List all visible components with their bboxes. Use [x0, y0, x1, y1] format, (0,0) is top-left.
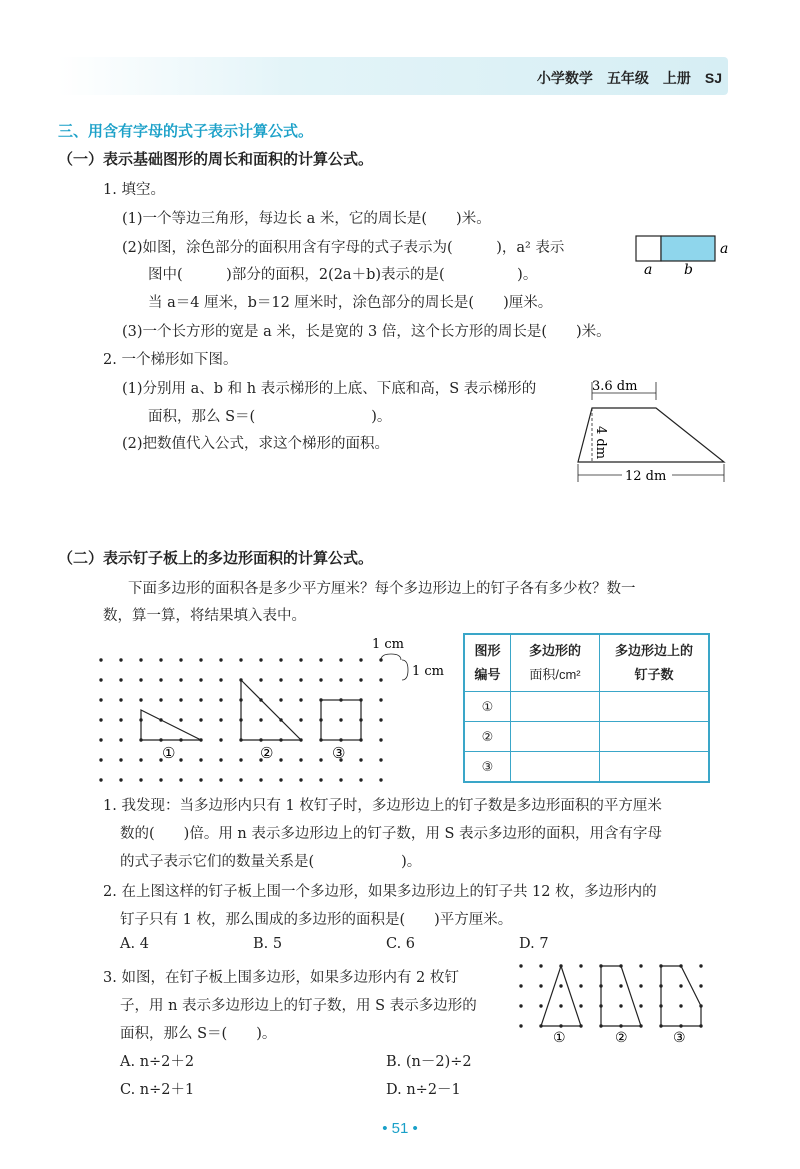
nail-dot [539, 964, 542, 967]
table-row: ③ [464, 752, 709, 783]
nail-dot [119, 658, 122, 661]
nail-dot [219, 698, 222, 701]
q3-shape-3-label: ③ [673, 1030, 686, 1046]
p2-q1c: 的式子表示它们的数量关系是( )。 [120, 854, 422, 870]
nail-dot [279, 698, 282, 701]
q1-s2c: 当 a＝4 厘米，b＝12 厘米时，涂色部分的周长是( )厘米。 [148, 295, 553, 311]
nail-dot [299, 678, 302, 681]
geoboard-figure [96, 630, 456, 790]
nail-dot [299, 718, 302, 721]
nail-dot [679, 984, 682, 987]
q3-geoboard-figure [515, 958, 730, 1048]
nail-dot [239, 658, 242, 661]
p2-q1b: 数的( )倍。用 n 表示多边形边上的钉子数，用 S 表示多边形的面积，用含有字母 [120, 826, 663, 842]
nail-dot [339, 718, 342, 721]
table-header-id: 图形 编号 [464, 634, 511, 692]
nail-dot [639, 1004, 642, 1007]
nail-dot [319, 678, 322, 681]
p2-q3a: 3. 如图，在钉子板上围多边形，如果多边形内有 2 枚钉 [103, 970, 459, 986]
nail-dot [539, 984, 542, 987]
nail-dot [379, 698, 382, 701]
nail-dot [359, 758, 362, 761]
nail-dot [199, 758, 202, 761]
nail-dot [639, 964, 642, 967]
nail-dot [319, 778, 322, 781]
q2-label: 2. 一个梯形如下图。 [103, 352, 238, 368]
area-cell-1[interactable] [511, 692, 600, 722]
nails-cell-2[interactable] [600, 722, 710, 752]
p2-q3-option-d[interactable]: D. n÷2－1 [386, 1082, 461, 1098]
part2-title: （二）表示钉子板上的多边形面积的计算公式。 [58, 550, 374, 567]
nail-dot [139, 658, 142, 661]
area-cell-3[interactable] [511, 752, 600, 783]
nail-dot [239, 778, 242, 781]
nail-dot [159, 658, 162, 661]
q3-shape-1-label: ① [553, 1030, 566, 1046]
unit-h-label: 1 cm [372, 637, 405, 652]
p2-q2-option-b[interactable]: B. 5 [253, 936, 283, 952]
q2-s1b: 面积，那么 S＝( )。 [148, 409, 392, 425]
nail-dot [99, 758, 102, 761]
nail-dot [139, 678, 142, 681]
trapezoid-figure [570, 374, 735, 486]
q3-shape-1 [541, 966, 581, 1026]
q3-geoboard-dots [519, 964, 702, 1027]
nail-dot [119, 698, 122, 701]
nail-dot [359, 658, 362, 661]
nail-dot [99, 698, 102, 701]
nail-dot [339, 658, 342, 661]
nail-dot [179, 678, 182, 681]
part2-intro2: 数，算一算，将结果填入表中。 [103, 608, 306, 624]
q2-s2: (2)把数值代入公式，求这个梯形的面积。 [122, 436, 390, 452]
fig-a-right: a [720, 241, 729, 257]
nail-dot [99, 718, 102, 721]
bottom-label: 12 dm [625, 469, 667, 484]
table-row: ② [464, 722, 709, 752]
q1-s2a: (2)如图，涂色部分的面积用含有字母的式子表示为( )，a² 表示 [122, 240, 565, 256]
p2-q2-option-c[interactable]: C. 6 [386, 936, 416, 952]
top-label: 3.6 dm [592, 379, 638, 394]
nail-dot [579, 964, 582, 967]
nail-dot [579, 1004, 582, 1007]
q1-label: 1. 填空。 [103, 182, 165, 198]
nail-dot [219, 678, 222, 681]
table-header-area: 多边形的 面积/cm² [511, 634, 600, 692]
height-label: 4 dm [593, 426, 608, 460]
nail-dot [119, 738, 122, 741]
nail-dot [199, 698, 202, 701]
nail-dot [299, 658, 302, 661]
nail-dot [99, 678, 102, 681]
nail-dot [259, 778, 262, 781]
nail-dot [259, 658, 262, 661]
nail-dot [139, 698, 142, 701]
unit-v-label: 1 cm [412, 664, 445, 679]
shape-1-triangle [141, 710, 201, 740]
nail-dot [99, 658, 102, 661]
nail-dot [199, 778, 202, 781]
nail-dot [519, 984, 522, 987]
nail-dot [159, 778, 162, 781]
p2-q2a: 2. 在上图这样的钉子板上围一个多边形，如果多边形边上的钉子共 12 枚，多边形内的 [103, 884, 657, 900]
p2-q3c: 面积，那么 S＝( )。 [120, 1026, 277, 1042]
nail-dot [259, 678, 262, 681]
nail-dot [339, 678, 342, 681]
part2-intro1: 下面多边形的面积各是多少平方厘米？每个多边形边上的钉子各有多少枚？数一 [128, 581, 636, 597]
nail-dot [299, 698, 302, 701]
nail-dot [519, 1004, 522, 1007]
p2-q2b: 钉子只有 1 枚，那么围成的多边形的面积是( )平方厘米。 [120, 912, 513, 928]
p2-q1a: 1. 我发现：当多边形内只有 1 枚钉子时，多边形边上的钉子数是多边形面积的平方厘米 [103, 798, 662, 814]
nail-dot [279, 658, 282, 661]
nail-dot [199, 658, 202, 661]
q1-s3: (3)一个长方形的宽是 a 米，长是宽的 3 倍，这个长方形的周长是( )米。 [122, 324, 611, 340]
q3-shape-2-label: ② [615, 1030, 628, 1046]
nail-dot [559, 984, 562, 987]
results-table [463, 633, 710, 783]
nail-dot [619, 984, 622, 987]
nail-dot [279, 778, 282, 781]
book-header: 小学数学 五年级 上册 SJ [536, 70, 722, 86]
nail-dot [639, 984, 642, 987]
nail-dot [119, 678, 122, 681]
rectangle-figure [628, 228, 738, 278]
p2-q3-option-b[interactable]: B. (n－2)÷2 [386, 1054, 472, 1070]
nails-cell-1[interactable] [600, 692, 710, 722]
nail-dot [259, 718, 262, 721]
nail-dot [99, 738, 102, 741]
nail-dot [199, 718, 202, 721]
nail-dot [219, 658, 222, 661]
nail-dot [179, 778, 182, 781]
nail-dot [379, 678, 382, 681]
nail-dot [219, 738, 222, 741]
nail-dot [579, 984, 582, 987]
nail-dot [179, 758, 182, 761]
nail-dot [239, 758, 242, 761]
nail-dot [119, 718, 122, 721]
nail-dot [699, 984, 702, 987]
q1-s2b: 图中( )部分的面积，2(2a＋b)表示的是( )。 [148, 267, 538, 283]
q2-s1a: (1)分别用 a、b 和 h 表示梯形的上底、下底和高，S 表示梯形的 [122, 381, 537, 397]
nail-dot [519, 1024, 522, 1027]
nail-dot [219, 778, 222, 781]
fig-a-bottom: a [644, 262, 653, 278]
section-title: 三、用含有字母的式子表示计算公式。 [58, 123, 314, 140]
p2-q2-option-a[interactable]: A. 4 [120, 936, 149, 952]
page-number: • 51 • [382, 1120, 418, 1137]
nail-dot [339, 778, 342, 781]
nail-dot [619, 1004, 622, 1007]
p2-q3b: 子，用 n 表示多边形边上的钉子数，用 S 表示多边形的 [120, 998, 477, 1014]
nail-dot [679, 1004, 682, 1007]
nail-dot [319, 658, 322, 661]
nail-dot [359, 678, 362, 681]
p2-q3-option-c[interactable]: C. n÷2＋1 [120, 1082, 195, 1098]
part1-title: （一）表示基础图形的周长和面积的计算公式。 [58, 151, 374, 168]
nail-dot [559, 1004, 562, 1007]
q3-shape-2 [601, 966, 641, 1026]
nail-dot [179, 718, 182, 721]
nail-dot [359, 778, 362, 781]
nail-dot [139, 778, 142, 781]
nail-dot [179, 658, 182, 661]
nail-dot [279, 758, 282, 761]
shaded-part [661, 236, 715, 261]
shape-3-label: ③ [332, 744, 346, 762]
nail-dot [99, 778, 102, 781]
nail-dot [279, 678, 282, 681]
nail-dot [379, 778, 382, 781]
table-header-nails: 多边形边上的 钉子数 [600, 634, 710, 692]
table-row: ① [464, 692, 709, 722]
nail-dot [299, 758, 302, 761]
nail-dot [199, 678, 202, 681]
nail-dot [379, 718, 382, 721]
nail-dot [379, 758, 382, 761]
nail-dot [379, 738, 382, 741]
nail-dot [119, 758, 122, 761]
q3-shape-3 [661, 966, 701, 1026]
nail-dot [219, 758, 222, 761]
nail-dot [319, 758, 322, 761]
fig-b-bottom: b [684, 262, 693, 278]
nail-dot [159, 698, 162, 701]
nail-dot [179, 698, 182, 701]
nail-dot [299, 778, 302, 781]
shape-2-triangle [241, 680, 301, 740]
nail-dot [119, 778, 122, 781]
area-cell-2[interactable] [511, 722, 600, 752]
nail-dot [139, 758, 142, 761]
nail-dot [699, 964, 702, 967]
nail-dot [519, 964, 522, 967]
nail-dot [159, 678, 162, 681]
nails-cell-3[interactable] [600, 752, 710, 783]
p2-q2-option-d[interactable]: D. 7 [519, 936, 549, 952]
shape-1-label: ① [162, 744, 176, 762]
nail-dot [219, 718, 222, 721]
q1-s1: (1)一个等边三角形，每边长 a 米，它的周长是( )米。 [122, 211, 491, 227]
square-part [636, 236, 661, 261]
shape-2-label: ② [260, 744, 274, 762]
nail-dot [539, 1004, 542, 1007]
p2-q3-option-a[interactable]: A. n÷2＋2 [120, 1054, 195, 1070]
